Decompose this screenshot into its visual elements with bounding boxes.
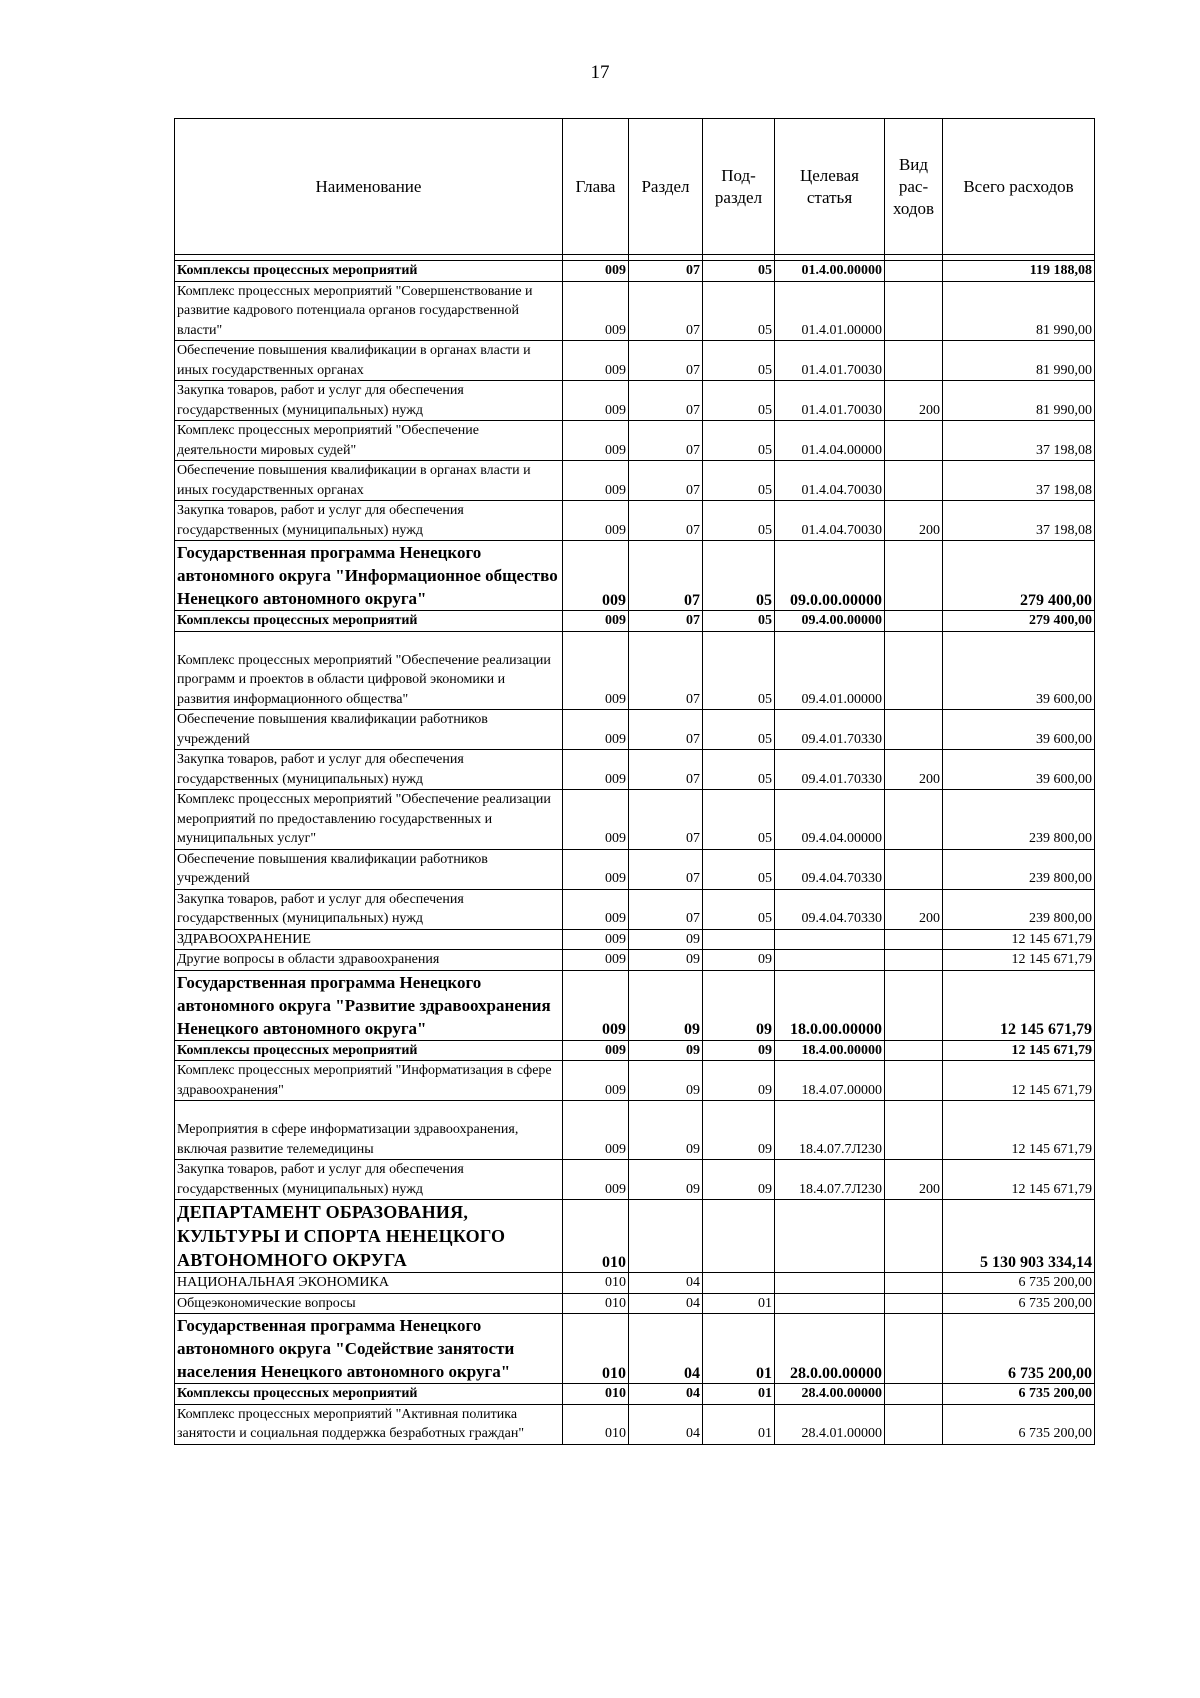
- row-name: Государственная программа Ненецкого автономного округа "Информационное общество Ненецкого автономного округа": [175, 541, 563, 611]
- row-name: Общеэкономические вопросы: [175, 1293, 563, 1314]
- row-podrazdel: 05: [703, 710, 775, 750]
- row-razdel: 07: [629, 261, 703, 282]
- row-expense-type: [885, 461, 943, 501]
- table-row: [175, 341, 1095, 381]
- row-glava: 009: [563, 790, 629, 850]
- row-podrazdel: 01: [703, 1293, 775, 1314]
- header-vid: Вид рас- ходов: [885, 119, 943, 255]
- row-glava: 009: [563, 461, 629, 501]
- row-name: Комплекс процессных мероприятий "Информатизация в сфере здравоохранения": [175, 1061, 563, 1101]
- row-target-article: 18.4.07.00000: [775, 1061, 885, 1101]
- row-amount: 5 130 903 334,14: [943, 1200, 1095, 1273]
- row-expense-type: [885, 261, 943, 282]
- row-razdel: 07: [629, 611, 703, 632]
- row-glava: 009: [563, 501, 629, 541]
- row-podrazdel: 01: [703, 1314, 775, 1384]
- row-podrazdel: 05: [703, 461, 775, 501]
- row-expense-type: [885, 341, 943, 381]
- table-row: [175, 631, 1095, 710]
- table-row: [175, 611, 1095, 632]
- row-razdel: 04: [629, 1314, 703, 1384]
- row-podrazdel: 09: [703, 1101, 775, 1160]
- row-podrazdel: 05: [703, 421, 775, 461]
- table-row: [175, 950, 1095, 971]
- row-name: Мероприятия в сфере информатизации здравоохранения, включая развитие телемедицины: [175, 1101, 563, 1160]
- row-amount: 239 800,00: [943, 849, 1095, 889]
- row-name: Государственная программа Ненецкого автономного округа "Развитие здравоохранения Ненецкого автономного округа": [175, 970, 563, 1040]
- table-row: [175, 1061, 1095, 1101]
- row-target-article: 09.0.00.00000: [775, 541, 885, 611]
- row-target-article: 28.4.01.00000: [775, 1404, 885, 1444]
- row-expense-type: 200: [885, 501, 943, 541]
- row-razdel: 09: [629, 929, 703, 950]
- row-razdel: 07: [629, 790, 703, 850]
- row-target-article: 09.4.00.00000: [775, 611, 885, 632]
- row-razdel: 09: [629, 950, 703, 971]
- row-target-article: 01.4.01.70030: [775, 341, 885, 381]
- page-number: 17: [590, 62, 610, 83]
- row-name: Закупка товаров, работ и услуг для обеспечения государственных (муниципальных) нужд: [175, 889, 563, 929]
- row-expense-type: 200: [885, 381, 943, 421]
- row-expense-type: [885, 611, 943, 632]
- row-razdel: 07: [629, 381, 703, 421]
- row-expense-type: [885, 950, 943, 971]
- row-expense-type: 200: [885, 1160, 943, 1200]
- row-razdel: 07: [629, 750, 703, 790]
- row-amount: 119 188,08: [943, 261, 1095, 282]
- row-glava: 009: [563, 1160, 629, 1200]
- row-amount: 39 600,00: [943, 710, 1095, 750]
- row-name: Комплекс процессных мероприятий "Обеспечение реализации программ и проектов в области цифровой экономики и развития информационного общества": [175, 631, 563, 710]
- row-expense-type: 200: [885, 750, 943, 790]
- row-glava: 009: [563, 1101, 629, 1160]
- row-podrazdel: 09: [703, 1040, 775, 1061]
- table-row: [175, 1160, 1095, 1200]
- header-razdel: Раздел: [629, 119, 703, 255]
- row-amount: 12 145 671,79: [943, 1101, 1095, 1160]
- row-glava: 009: [563, 611, 629, 632]
- row-podrazdel: 05: [703, 790, 775, 850]
- table-row: [175, 1200, 1095, 1273]
- row-glava: 009: [563, 541, 629, 611]
- row-name: НАЦИОНАЛЬНАЯ ЭКОНОМИКА: [175, 1273, 563, 1294]
- row-name: Комплексы процессных мероприятий: [175, 1384, 563, 1405]
- row-expense-type: [885, 631, 943, 710]
- row-name: Обеспечение повышения квалификации работников учреждений: [175, 710, 563, 750]
- table-header-row: [175, 119, 1095, 255]
- row-razdel: 07: [629, 341, 703, 381]
- row-glava: 010: [563, 1404, 629, 1444]
- table-row: [175, 261, 1095, 282]
- row-expense-type: [885, 1061, 943, 1101]
- row-expense-type: [885, 1101, 943, 1160]
- row-target-article: [775, 950, 885, 971]
- row-target-article: [775, 1200, 885, 1273]
- row-name: Комплекс процессных мероприятий "Обеспечение деятельности мировых судей": [175, 421, 563, 461]
- row-glava: 009: [563, 970, 629, 1040]
- row-podrazdel: 09: [703, 1061, 775, 1101]
- row-razdel: 09: [629, 1160, 703, 1200]
- row-expense-type: [885, 1384, 943, 1405]
- header-podrazdel: Под- раздел: [703, 119, 775, 255]
- row-podrazdel: 05: [703, 541, 775, 611]
- row-glava: 009: [563, 261, 629, 282]
- row-expense-type: [885, 710, 943, 750]
- row-amount: 12 145 671,79: [943, 929, 1095, 950]
- row-razdel: 07: [629, 281, 703, 341]
- table-row: [175, 281, 1095, 341]
- table-row: [175, 929, 1095, 950]
- row-razdel: 09: [629, 970, 703, 1040]
- table-row: [175, 710, 1095, 750]
- row-target-article: 01.4.01.70030: [775, 381, 885, 421]
- row-name: Комплекс процессных мероприятий "Совершенствование и развитие кадрового потенциала органов государственной власти": [175, 281, 563, 341]
- row-name: ЗДРАВООХРАНЕНИЕ: [175, 929, 563, 950]
- row-amount: 81 990,00: [943, 341, 1095, 381]
- row-target-article: 01.4.00.00000: [775, 261, 885, 282]
- row-amount: 39 600,00: [943, 631, 1095, 710]
- row-podrazdel: 05: [703, 341, 775, 381]
- row-target-article: 01.4.01.00000: [775, 281, 885, 341]
- row-amount: 12 145 671,79: [943, 970, 1095, 1040]
- row-target-article: 18.4.07.7Л230: [775, 1160, 885, 1200]
- row-glava: 009: [563, 1040, 629, 1061]
- row-amount: 39 600,00: [943, 750, 1095, 790]
- table-row: [175, 381, 1095, 421]
- row-target-article: 01.4.04.70030: [775, 501, 885, 541]
- row-razdel: 07: [629, 889, 703, 929]
- row-razdel: 09: [629, 1040, 703, 1061]
- row-amount: 279 400,00: [943, 611, 1095, 632]
- row-expense-type: [885, 970, 943, 1040]
- row-glava: 009: [563, 381, 629, 421]
- row-razdel: 07: [629, 631, 703, 710]
- row-target-article: 18.4.00.00000: [775, 1040, 885, 1061]
- header-total: Всего расходов: [943, 119, 1095, 255]
- row-target-article: 09.4.01.70330: [775, 710, 885, 750]
- row-target-article: 09.4.01.00000: [775, 631, 885, 710]
- row-name: Комплексы процессных мероприятий: [175, 611, 563, 632]
- row-podrazdel: [703, 1200, 775, 1273]
- row-glava: 009: [563, 849, 629, 889]
- row-amount: 6 735 200,00: [943, 1273, 1095, 1294]
- row-name: Комплекс процессных мероприятий "Обеспечение реализации мероприятий по предоставлению государственных и муниципальных услуг": [175, 790, 563, 850]
- row-podrazdel: [703, 1273, 775, 1294]
- row-razdel: 07: [629, 421, 703, 461]
- header-statya: Целевая статья: [775, 119, 885, 255]
- row-podrazdel: 09: [703, 950, 775, 971]
- row-amount: 37 198,08: [943, 421, 1095, 461]
- row-podrazdel: 05: [703, 631, 775, 710]
- row-expense-type: [885, 1293, 943, 1314]
- row-expense-type: 200: [885, 889, 943, 929]
- row-target-article: [775, 929, 885, 950]
- row-target-article: 28.4.00.00000: [775, 1384, 885, 1405]
- row-razdel: 07: [629, 461, 703, 501]
- table-row: [175, 1101, 1095, 1160]
- row-glava: 009: [563, 341, 629, 381]
- header-glava: Глава: [563, 119, 629, 255]
- row-amount: 6 735 200,00: [943, 1384, 1095, 1405]
- row-amount: 239 800,00: [943, 790, 1095, 850]
- row-name: Обеспечение повышения квалификации в органах власти и иных государственных органах: [175, 461, 563, 501]
- row-expense-type: [885, 421, 943, 461]
- row-podrazdel: 05: [703, 849, 775, 889]
- header-name: Наименование: [175, 119, 563, 255]
- row-amount: 37 198,08: [943, 501, 1095, 541]
- row-razdel: 07: [629, 541, 703, 611]
- row-glava: 009: [563, 710, 629, 750]
- row-glava: 009: [563, 750, 629, 790]
- row-expense-type: [885, 790, 943, 850]
- row-glava: 010: [563, 1200, 629, 1273]
- row-glava: 010: [563, 1384, 629, 1405]
- row-podrazdel: 05: [703, 889, 775, 929]
- table-row: [175, 1384, 1095, 1405]
- row-target-article: 18.0.00.00000: [775, 970, 885, 1040]
- row-name: Комплексы процессных мероприятий: [175, 261, 563, 282]
- row-amount: 81 990,00: [943, 381, 1095, 421]
- table-row: [175, 1273, 1095, 1294]
- row-razdel: 04: [629, 1293, 703, 1314]
- row-amount: 239 800,00: [943, 889, 1095, 929]
- row-glava: 009: [563, 1061, 629, 1101]
- row-name: Комплексы процессных мероприятий: [175, 1040, 563, 1061]
- row-podrazdel: 05: [703, 381, 775, 421]
- row-name: Закупка товаров, работ и услуг для обеспечения государственных (муниципальных) нужд: [175, 381, 563, 421]
- row-name: Закупка товаров, работ и услуг для обеспечения государственных (муниципальных) нужд: [175, 501, 563, 541]
- row-expense-type: [885, 849, 943, 889]
- row-expense-type: [885, 1040, 943, 1061]
- row-expense-type: [885, 1314, 943, 1384]
- budget-table: [174, 118, 1095, 1445]
- row-target-article: [775, 1293, 885, 1314]
- row-amount: 6 735 200,00: [943, 1293, 1095, 1314]
- row-glava: 009: [563, 929, 629, 950]
- row-target-article: 09.4.04.70330: [775, 889, 885, 929]
- row-podrazdel: 05: [703, 281, 775, 341]
- row-target-article: 01.4.04.70030: [775, 461, 885, 501]
- row-podrazdel: [703, 929, 775, 950]
- row-razdel: 04: [629, 1384, 703, 1405]
- table-row: [175, 501, 1095, 541]
- row-podrazdel: 05: [703, 261, 775, 282]
- row-expense-type: [885, 1404, 943, 1444]
- row-amount: 12 145 671,79: [943, 1061, 1095, 1101]
- row-razdel: 07: [629, 849, 703, 889]
- row-name: Другие вопросы в области здравоохранения: [175, 950, 563, 971]
- row-razdel: 07: [629, 501, 703, 541]
- row-amount: 6 735 200,00: [943, 1314, 1095, 1384]
- row-expense-type: [885, 281, 943, 341]
- row-podrazdel: 09: [703, 1160, 775, 1200]
- row-amount: 37 198,08: [943, 461, 1095, 501]
- row-podrazdel: 05: [703, 501, 775, 541]
- row-expense-type: [885, 1273, 943, 1294]
- row-expense-type: [885, 1200, 943, 1273]
- row-razdel: 07: [629, 710, 703, 750]
- table-row: [175, 1293, 1095, 1314]
- row-name: Обеспечение повышения квалификации в органах власти и иных государственных органах: [175, 341, 563, 381]
- row-target-article: [775, 1273, 885, 1294]
- row-target-article: 18.4.07.7Л230: [775, 1101, 885, 1160]
- row-podrazdel: 01: [703, 1384, 775, 1405]
- row-name: ДЕПАРТАМЕНТ ОБРАЗОВАНИЯ, КУЛЬТУРЫ И СПОРТА НЕНЕЦКОГО АВТОНОМНОГО ОКРУГА: [175, 1200, 563, 1273]
- table-row: [175, 889, 1095, 929]
- row-expense-type: [885, 929, 943, 950]
- row-podrazdel: 05: [703, 750, 775, 790]
- table-body: [175, 261, 1095, 1445]
- row-target-article: 09.4.04.70330: [775, 849, 885, 889]
- table-row: [175, 849, 1095, 889]
- row-name: Государственная программа Ненецкого автономного округа "Содействие занятости населения Ненецкого автономного округа": [175, 1314, 563, 1384]
- row-amount: 12 145 671,79: [943, 1160, 1095, 1200]
- row-expense-type: [885, 541, 943, 611]
- row-amount: 12 145 671,79: [943, 950, 1095, 971]
- table-row: [175, 1404, 1095, 1444]
- row-razdel: 09: [629, 1101, 703, 1160]
- table-row: [175, 790, 1095, 850]
- row-amount: 6 735 200,00: [943, 1404, 1095, 1444]
- row-name: Комплекс процессных мероприятий "Активная политика занятости и социальная поддержка безработных граждан": [175, 1404, 563, 1444]
- row-name: Закупка товаров, работ и услуг для обеспечения государственных (муниципальных) нужд: [175, 750, 563, 790]
- row-glava: 010: [563, 1293, 629, 1314]
- row-podrazdel: 05: [703, 611, 775, 632]
- row-glava: 009: [563, 950, 629, 971]
- row-amount: 81 990,00: [943, 281, 1095, 341]
- row-razdel: 04: [629, 1273, 703, 1294]
- row-razdel: [629, 1200, 703, 1273]
- table-row: [175, 1314, 1095, 1384]
- row-target-article: 09.4.01.70330: [775, 750, 885, 790]
- table-row: [175, 541, 1095, 611]
- row-razdel: 09: [629, 1061, 703, 1101]
- row-glava: 009: [563, 421, 629, 461]
- row-target-article: 01.4.04.00000: [775, 421, 885, 461]
- row-glava: 010: [563, 1314, 629, 1384]
- table-row: [175, 1040, 1095, 1061]
- row-glava: 009: [563, 281, 629, 341]
- row-podrazdel: 09: [703, 970, 775, 1040]
- table-row: [175, 421, 1095, 461]
- row-amount: 12 145 671,79: [943, 1040, 1095, 1061]
- row-name: Обеспечение повышения квалификации работников учреждений: [175, 849, 563, 889]
- row-name: Закупка товаров, работ и услуг для обеспечения государственных (муниципальных) нужд: [175, 1160, 563, 1200]
- table-row: [175, 750, 1095, 790]
- row-razdel: 04: [629, 1404, 703, 1444]
- table-row: [175, 461, 1095, 501]
- row-glava: 010: [563, 1273, 629, 1294]
- row-podrazdel: 01: [703, 1404, 775, 1444]
- row-target-article: 28.0.00.00000: [775, 1314, 885, 1384]
- row-target-article: 09.4.04.00000: [775, 790, 885, 850]
- row-glava: 009: [563, 631, 629, 710]
- row-amount: 279 400,00: [943, 541, 1095, 611]
- table-row: [175, 970, 1095, 1040]
- row-glava: 009: [563, 889, 629, 929]
